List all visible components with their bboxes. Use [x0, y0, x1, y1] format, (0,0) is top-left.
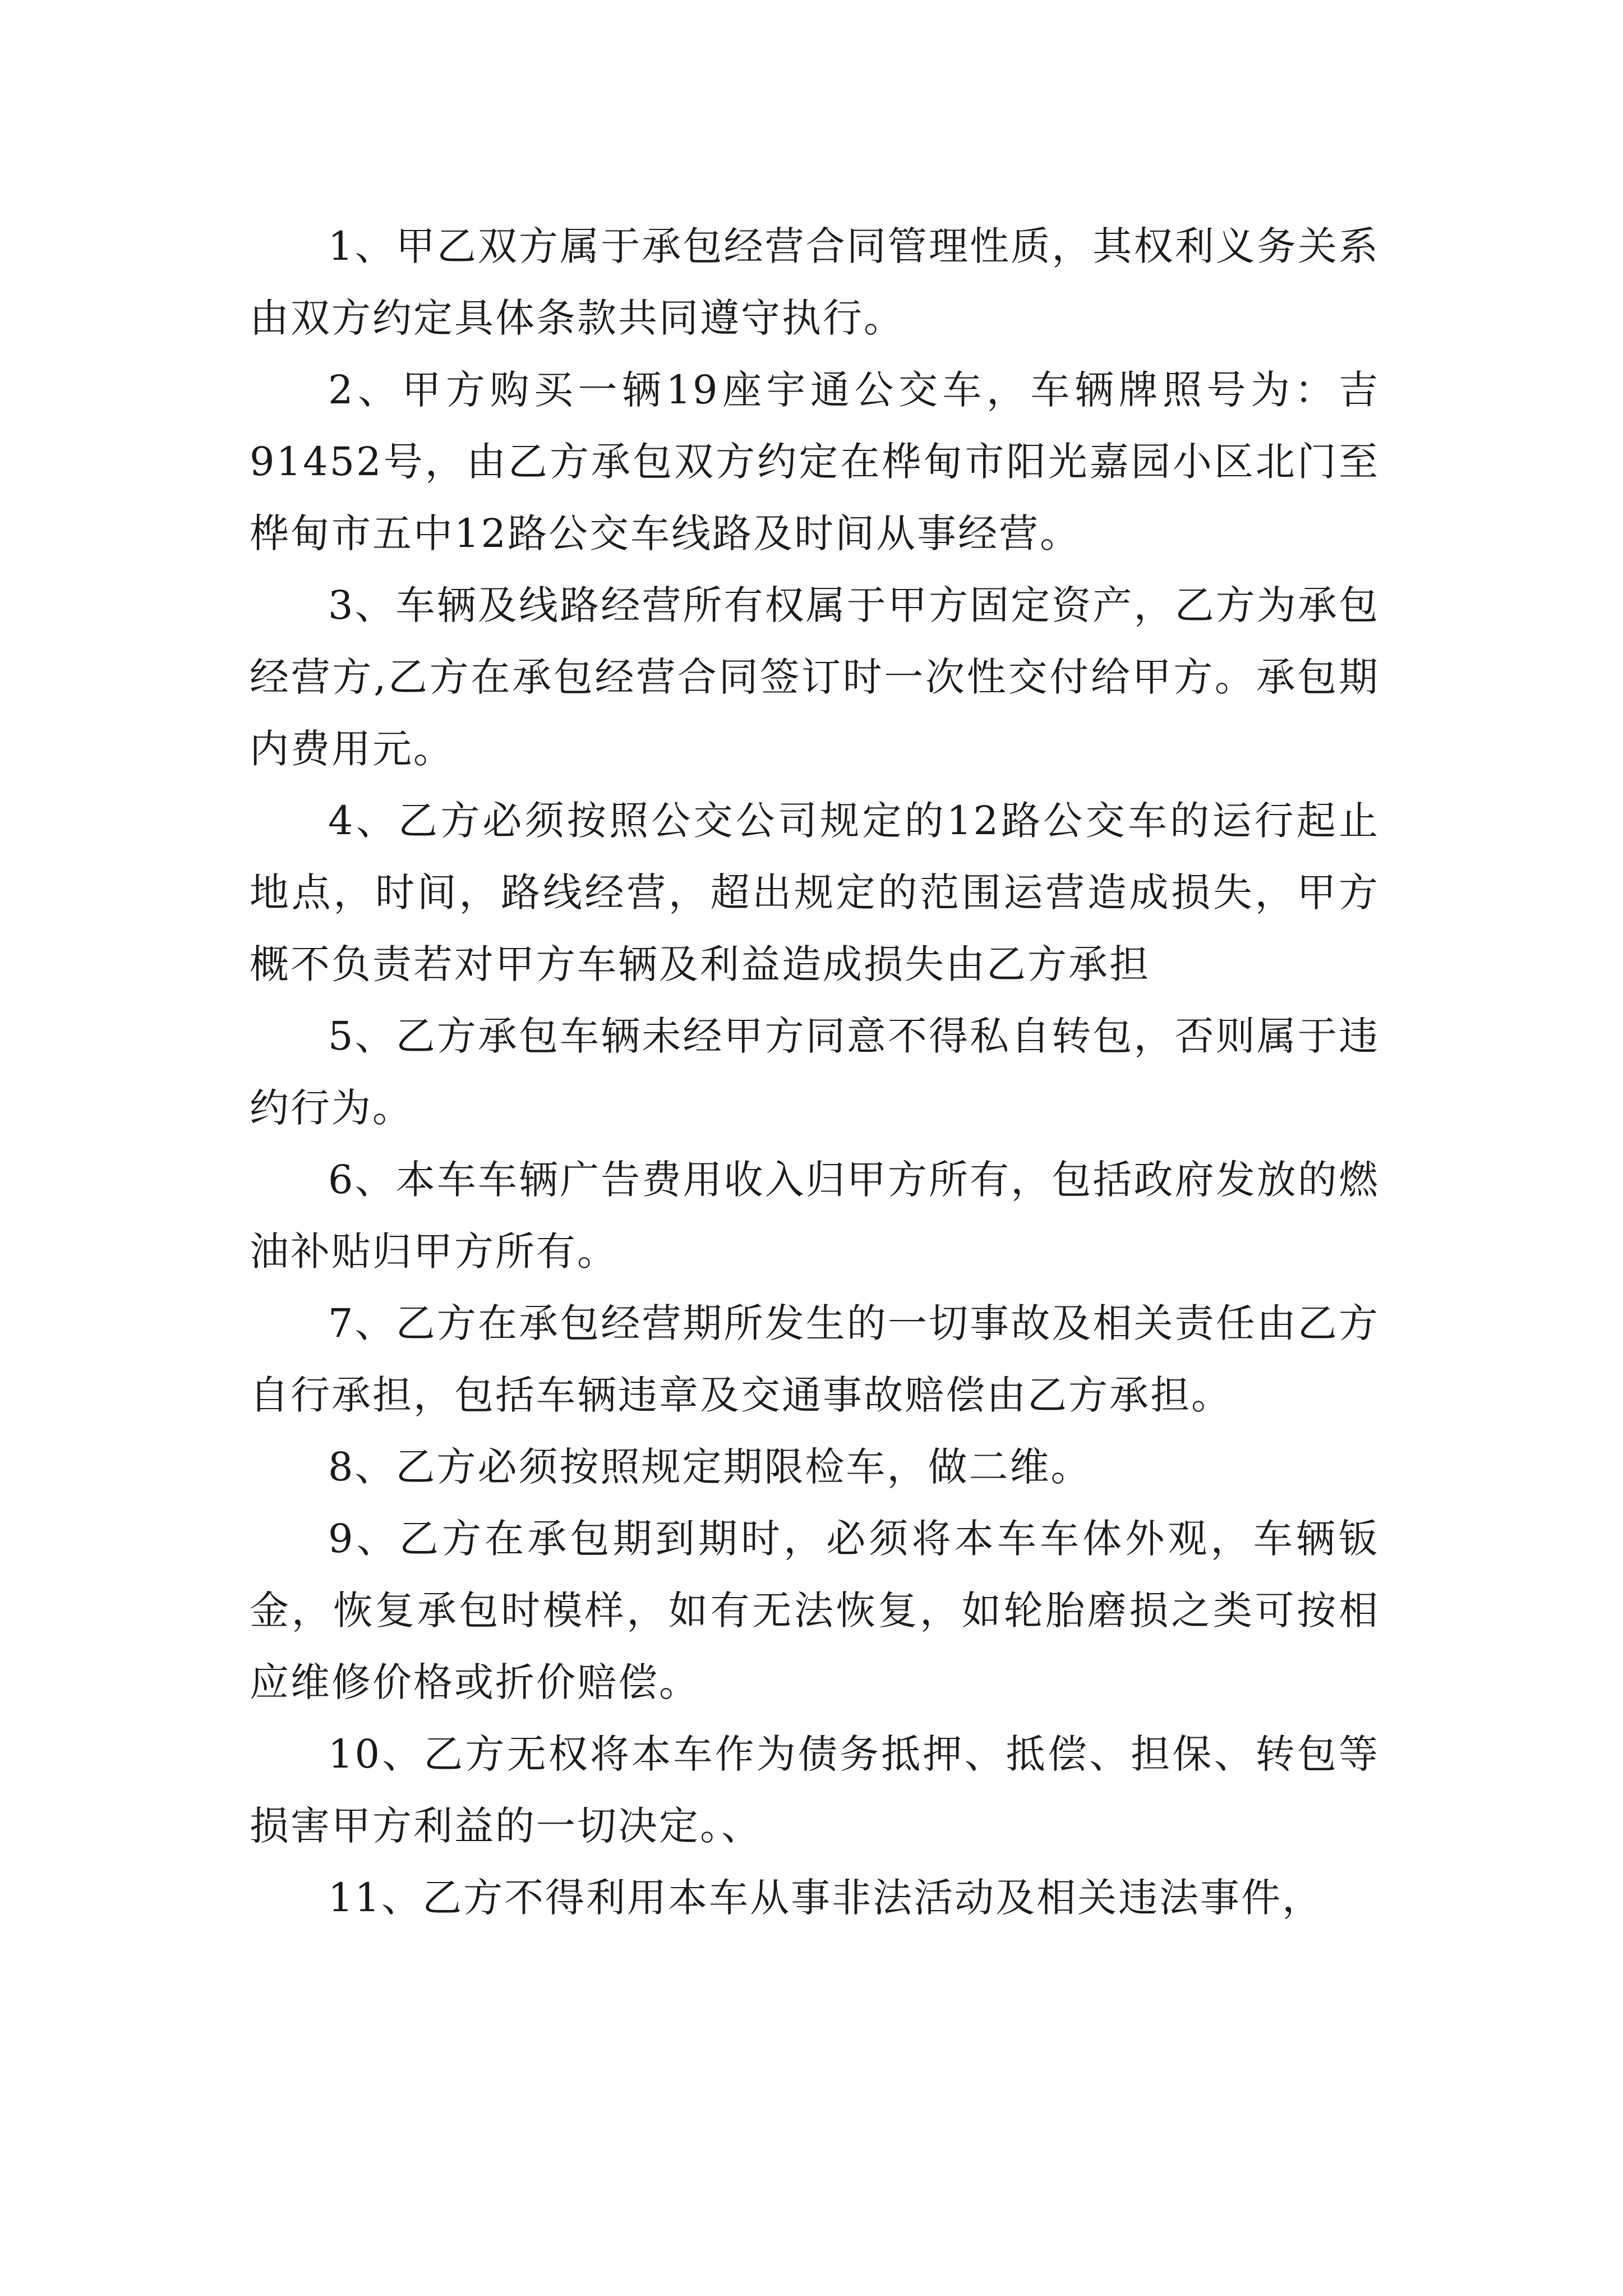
clause-9: 9、乙方在承包期到期时，必须将本车车体外观，车辆钣金，恢复承包时模样，如有无法恢复，如轮胎磨损之类可按相应维修价格或折价赔偿。: [250, 1516, 1380, 1705]
clause-8: 8、乙方必须按照规定期限检车，做二维。: [328, 1444, 1092, 1490]
clause-10: 10、乙方无权将本车作为债务抵押、抵偿、担保、转包等损害甲方利益的一切决定。、: [250, 1731, 1380, 1849]
clause-2: 2、甲方购买一辆19座宇通公交车，车辆牌照号为：吉91452号，由乙方承包双方约定在桦甸市阳光嘉园小区北门至桦甸市五中12路公交车线路及时间从事经营。: [250, 367, 1380, 556]
clause-3: 3、车辆及线路经营所有权属于甲方固定资产，乙方为承包经营方,乙方在承包经营合同签订时一次性交付给甲方。承包期内费用元。: [250, 582, 1380, 772]
contract-body: [250, 210, 1380, 1934]
clause-11: 11、乙方不得利用本车从事非法活动及相关违法事件，: [328, 1875, 1324, 1921]
clause-7: 7、乙方在承包经营期所发生的一切事故及相关责任由乙方自行承担，包括车辆违章及交通事故赔偿由乙方承担。: [250, 1300, 1380, 1418]
clause-4: 4、乙方必须按照公交公司规定的12路公交车的运行起止地点，时间，路线经营，超出规定的范围运营造成损失，甲方概不负责若对甲方车辆及利益造成损失由乙方承担: [250, 798, 1380, 987]
clause-1: 1、甲乙双方属于承包经营合同管理性质，其权利义务关系由双方约定具体条款共同遵守执行。: [250, 223, 1380, 341]
clause-6: 6、本车车辆广告费用收入归甲方所有，包括政府发放的燃油补贴归甲方所有。: [250, 1157, 1380, 1274]
clause-5: 5、乙方承包车辆未经甲方同意不得私自转包，否则属于违约行为。: [250, 1013, 1380, 1131]
